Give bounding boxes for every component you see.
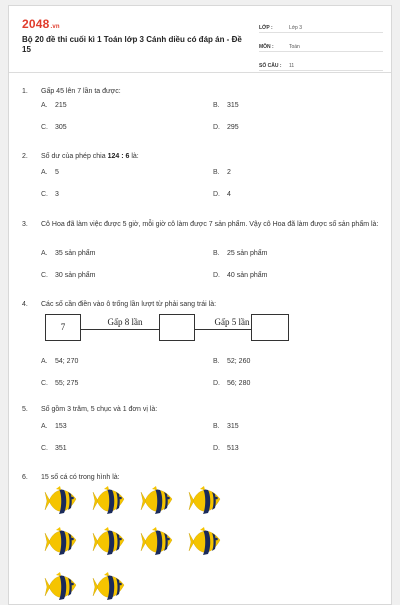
- fish-icon: [92, 486, 126, 516]
- fish-icon: [140, 527, 174, 557]
- option-b[interactable]: B. 25 sản phẩm: [213, 250, 268, 257]
- option-c[interactable]: C. 30 sản phẩm: [41, 272, 96, 279]
- option-c[interactable]: C. 3: [41, 191, 59, 198]
- question-4: 4. Các số cần điền vào ô trống lần lượt từ phải sang trái là: 7 Gấp 8 lần Gấp 5 lần A. 54; 270 B. 52; 260 C. 55; 275 D. 56; 280: [22, 299, 384, 391]
- option-d[interactable]: D. 4: [213, 191, 231, 198]
- option-d[interactable]: D. 40 sản phẩm: [213, 272, 268, 279]
- option-b[interactable]: B. 315: [213, 423, 239, 430]
- start-number-box: 7: [45, 314, 81, 341]
- question-text: Gấp 45 lên 7 lần ta được:: [41, 88, 121, 95]
- question-text: Các số cần điền vào ô trống lần lượt từ phải sang trái là:: [41, 301, 217, 308]
- fish-icon: [140, 486, 174, 516]
- fish-icon: [188, 527, 222, 557]
- arrow-line-1: [81, 329, 159, 330]
- meta-subject: MÔN : Toán: [259, 36, 383, 52]
- fish-icon: [188, 486, 222, 516]
- question-text: Số gồm 3 trăm, 5 chục và 1 đơn vị là:: [41, 406, 158, 413]
- meta-grade: LỚP : Lớp 3: [259, 17, 383, 33]
- meta-question-count: SỐ CÂU : 11: [259, 55, 383, 71]
- option-b[interactable]: B. 2: [213, 169, 231, 176]
- site-logo[interactable]: 2048.vn: [22, 17, 60, 31]
- step-label-2: Gấp 5 lần: [214, 317, 250, 327]
- answer-box-1[interactable]: [159, 314, 195, 341]
- question-1: 1. Gấp 45 lên 7 lần ta được: A. 215 B. 315 C. 305 D. 295: [22, 86, 384, 136]
- fish-icon: [92, 572, 126, 602]
- page-title: Bộ 20 đề thi cuối kì 1 Toán lớp 3 Cánh diều có đáp án - Đề 15: [22, 35, 242, 54]
- option-a[interactable]: A. 5: [41, 169, 59, 176]
- question-text: Số dư của phép chia 124 : 6 là:: [41, 153, 139, 160]
- fish-icon: [92, 527, 126, 557]
- option-a[interactable]: A. 215: [41, 102, 67, 109]
- fish-icon: [44, 572, 78, 602]
- option-c[interactable]: C. 305: [41, 124, 67, 131]
- option-c[interactable]: C. 55; 275: [41, 380, 79, 387]
- option-b[interactable]: B. 52; 260: [213, 358, 251, 365]
- fish-icon: [44, 527, 78, 557]
- option-d[interactable]: D. 56; 280: [213, 380, 251, 387]
- arrow-line-2: [195, 329, 251, 330]
- question-text: 15 số cá có trong hình là:: [41, 474, 120, 481]
- question-6: 6. 15 số cá có trong hình là:: [22, 472, 384, 486]
- option-d[interactable]: D. 295: [213, 124, 239, 131]
- option-b[interactable]: B. 315: [213, 102, 239, 109]
- document-page: [8, 5, 392, 605]
- option-a[interactable]: A. 54; 270: [41, 358, 79, 365]
- fish-icon: [44, 486, 78, 516]
- option-a[interactable]: A. 35 sản phẩm: [41, 250, 96, 257]
- header-divider: [9, 72, 391, 73]
- question-2: 2. Số dư của phép chia 124 : 6 là: A. 5 B. 2 C. 3 D. 4: [22, 151, 384, 201]
- step-label-1: Gấp 8 lần: [107, 317, 143, 327]
- option-c[interactable]: C. 351: [41, 445, 67, 452]
- question-text: Cô Hoa đã làm việc được 5 giờ, mỗi giờ cô làm được 7 sản phẩm. Vậy cô Hoa đã làm được số sản phẩm là:: [41, 221, 379, 228]
- meta-panel: [259, 17, 383, 74]
- question-5: 5. Số gồm 3 trăm, 5 chục và 1 đơn vị là: A. 153 B. 315 C. 351 D. 513: [22, 404, 384, 454]
- option-a[interactable]: A. 153: [41, 423, 67, 430]
- option-d[interactable]: D. 513: [213, 445, 239, 452]
- question-3: 3. Cô Hoa đã làm việc được 5 giờ, mỗi giờ cô làm được 7 sản phẩm. Vậy cô Hoa đã làm được số sản phẩm là: A. 35 sản phẩm B. 25 sản phẩm C. 30 sản phẩm D. 40 sản phẩm: [22, 219, 384, 285]
- answer-box-2[interactable]: [251, 314, 289, 341]
